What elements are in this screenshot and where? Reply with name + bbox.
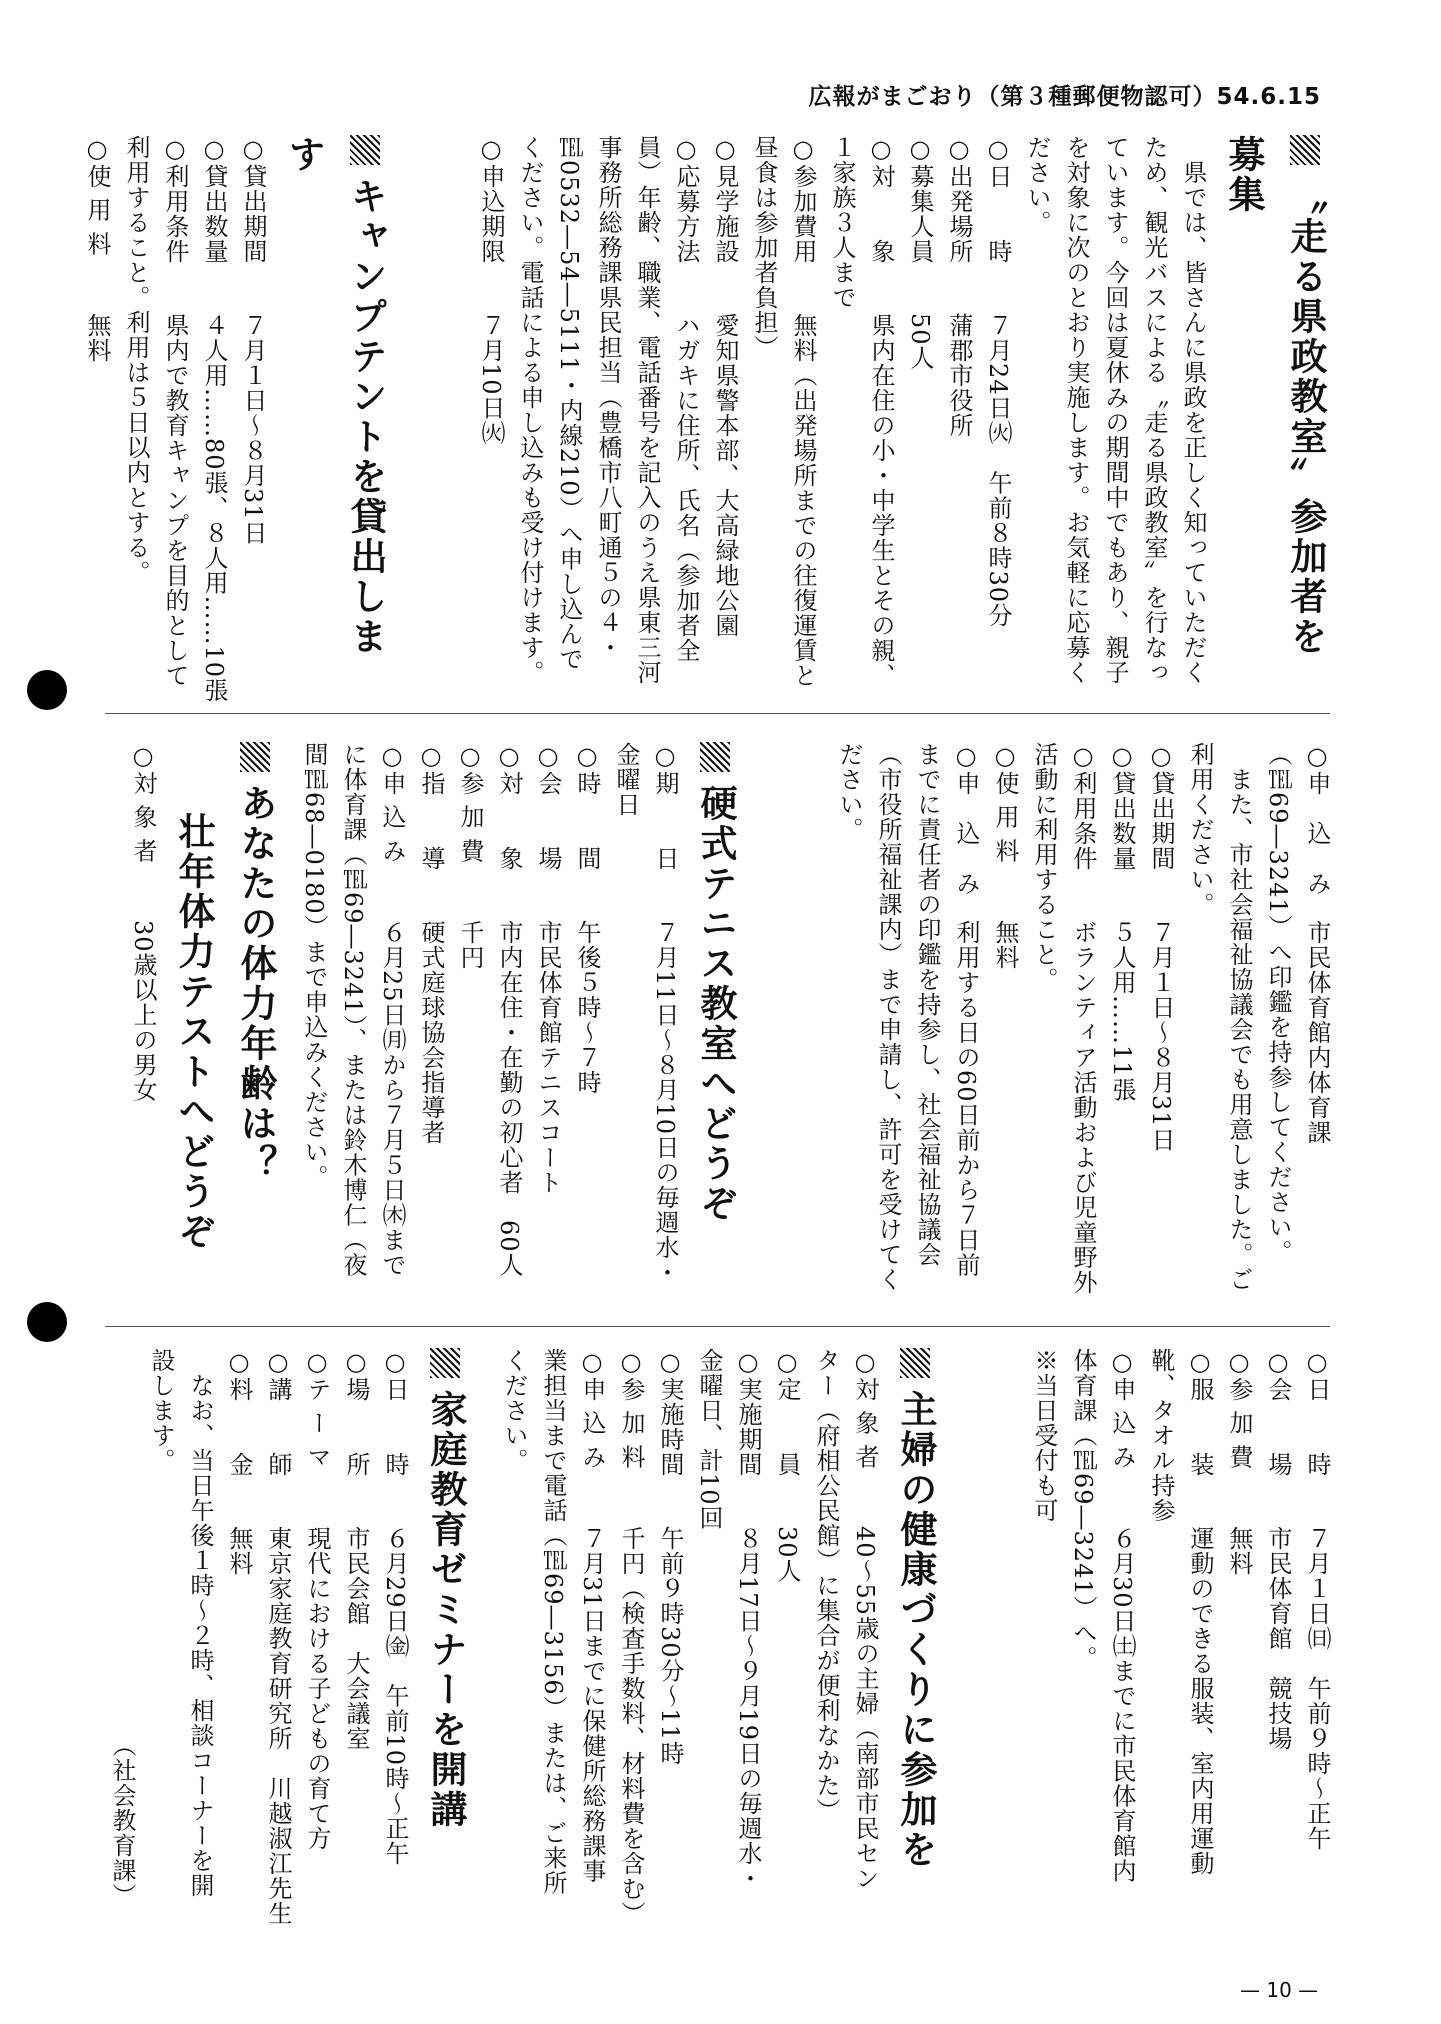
info-row: ○申 込 み７月31日までに保健所総務課事業担当まで電話（℡69―3156）または、ご来所ください。 — [500, 1348, 606, 1896]
info-row: ○応募方法ハガキに住所、氏名（参加者全員）年齢、職業、電話番号を記入のうえ県東三河事務所総務課県民担当（豊橋市八町通５の４・℡0532―54―5111・内線210）へ申し込んでください。電話による申し込みも受け付けます。 — [516, 135, 700, 685]
section-prefectural-tour — [471, 135, 1336, 695]
newsletter-header: 広報がまごおり（第３種郵便物認可）54.6.15 — [808, 84, 1321, 110]
info-row: ○貸出数量４人用……80張、８人用……10張 — [200, 135, 228, 704]
info-row: ○参加費用無料（出発場所までの往復運賃と昼食は参加者負担） — [750, 135, 817, 688]
info-row: ○申 込 み６月25日㈪から７月５日㈭までに体育課（℡69―3241）、または鈴木博仁（夜間℡68―0180）まで申込みください。 — [300, 742, 406, 1278]
section-title: キャンプテントを貸出します — [282, 135, 387, 657]
section-title: 硬式テニス教室へどうぞ — [684, 742, 746, 1302]
heading-mark-icon — [700, 742, 730, 772]
section-fitness-test — [123, 742, 286, 1302]
info-row: ○期 日７月11日～８月10日の毎週水・金曜日 — [612, 742, 679, 1286]
info-row: ○参 加 費千円 — [456, 742, 484, 970]
info-row: ○対 象県内在住の小・中学生とその親、１家族３人まで — [828, 135, 895, 688]
heading-mark-icon — [350, 135, 380, 165]
divider — [105, 713, 1330, 714]
info-row: ○日 時６月29日㈮ 午前10時～正午 — [381, 1348, 409, 1867]
info-row: ○講 師東京家庭教育研究所 川越淑江先生 — [264, 1348, 292, 1926]
info-row: ○貸出数量５人用……11張 — [1108, 742, 1136, 1103]
info-row: ○日 時７月１日㈰ 午前９時～正午 — [1303, 1348, 1331, 1851]
section-title: あなたの体力年齢は？ — [224, 742, 286, 1302]
info-row: ○参 加 費無料 — [1225, 1348, 1253, 1576]
section-title: 〝走る県政教室〟参加者を募集 — [1222, 135, 1327, 657]
divider — [105, 1326, 1330, 1327]
section-subtitle: 壮年体力テストへどうぞ — [172, 812, 215, 1252]
info-row: ○テ ー マ現代における子どもの育て方 — [303, 1348, 331, 1851]
info-row: ○日 時７月24日㈫ 午前８時30分 — [984, 135, 1012, 629]
binding-hole-icon — [27, 1302, 67, 1342]
binding-hole-icon — [27, 670, 67, 710]
info-row: ○対 象 者40～55歳の主婦（南部市民センター（府相公民館）に集合が便利なかた） — [812, 1348, 879, 1892]
info-row: ○申込期限７月10日㈫ — [477, 135, 505, 446]
heading-mark-icon — [430, 1348, 460, 1378]
info-row: ○実施時間午前９時30分～11時 — [656, 1348, 684, 1767]
section-title: 家庭教育ゼミナーを開講 — [414, 1348, 476, 1908]
info-row: ○会 場市民体育館テニスコート — [534, 742, 562, 1195]
note-text: また、市社会福祉協議会でも用意しました。ご利用ください。 — [1186, 742, 1253, 1292]
info-row: ○申 込 み市民体育館内体育課（℡69―3241）へ印鑑を持参してください。 — [1264, 742, 1331, 1265]
info-row: ○場 所市民会館 大会議室 — [342, 1348, 370, 1751]
info-row: ○使 用 料無料 — [991, 742, 1019, 970]
info-row: ○利用条件県内で教育キャンプを目的として利用すること。利用は５日以内とする。 — [122, 135, 189, 688]
info-row: ○対 象 者30歳以上の男女 — [129, 742, 157, 1103]
heading-mark-icon — [240, 742, 270, 772]
info-row: ○募集人員50人 — [906, 135, 934, 371]
info-row: ○実施期間８月17日～９月19日の毎週水・金曜日、計10回 — [695, 1348, 762, 1892]
info-row: ○指 導硬式庭球協会指導者 — [417, 742, 445, 1145]
info-row: ○出発場所蒲郡市役所 — [945, 135, 973, 438]
intro-text: 県では、皆さんに県政を正しく知っていただくため、観光バスによる〝走る県政教室〟を行なっています。今回は夏休みの期間中でもあり、親子を対象に次のとおり実施します。お気軽に応募ください。 — [1023, 135, 1207, 685]
info-row: ○対 象市内在住・在勤の初心者 60人 — [495, 742, 523, 1278]
section-housewife-health — [494, 1348, 946, 1926]
info-row: ○使 用 料無料 — [83, 135, 111, 363]
section-family-education-seminar — [102, 1348, 476, 1926]
info-row: ○時 間午後５時～７時 — [573, 742, 601, 1095]
heading-mark-icon — [1290, 135, 1320, 165]
info-row: ○利用条件ボランティア活動および児童野外活動に利用すること。 — [1030, 742, 1097, 1295]
section-title: 主婦の健康づくりに参加を — [884, 1348, 946, 1908]
info-row: ○申 込 み利用する日の60日前から７日前までに責任者の印鑑を持参し、社会福祉協議会（市役所福祉課内）まで申請し、許可を受けてください。 — [835, 742, 980, 1292]
section-tent-rental-continued — [829, 742, 1336, 1302]
note-text: なお、当日午後１時～２時、相談コーナーを開設します。 — [147, 1348, 214, 1898]
info-row: ○料 金無料 — [225, 1348, 253, 1576]
section-tennis-class — [294, 742, 746, 1302]
info-row: ○定 員30人 — [773, 1348, 801, 1584]
info-row: ○貸出期間７月１日～８月31日 — [239, 135, 267, 546]
info-row: ○貸出期間７月１日～８月31日 — [1147, 742, 1175, 1153]
note-text: ※当日受付も可 — [1030, 1348, 1058, 1523]
heading-mark-icon — [900, 1348, 930, 1378]
section-tent-rental — [77, 135, 396, 704]
info-row: ○申 込 み６月30日㈯までに市民体育館内体育課（℡69―3241）へ。 — [1069, 1348, 1136, 1884]
info-row: ○参 加 料千円（検査手数料、材料費を含む） — [617, 1348, 645, 1926]
page-number: — 10 — — [1240, 1978, 1319, 2002]
source-text: （社会教育課） — [108, 1733, 136, 1908]
info-row: ○会 場市民体育館 競技場 — [1264, 1348, 1292, 1751]
info-row: ○見学施設愛知県警本部、大高緑地公園 — [711, 135, 739, 638]
info-row: ○服 装運動のできる服装、室内用運動靴、タオル持参 — [1147, 1348, 1214, 1876]
section-fitness-test-continued — [1024, 1348, 1336, 1908]
